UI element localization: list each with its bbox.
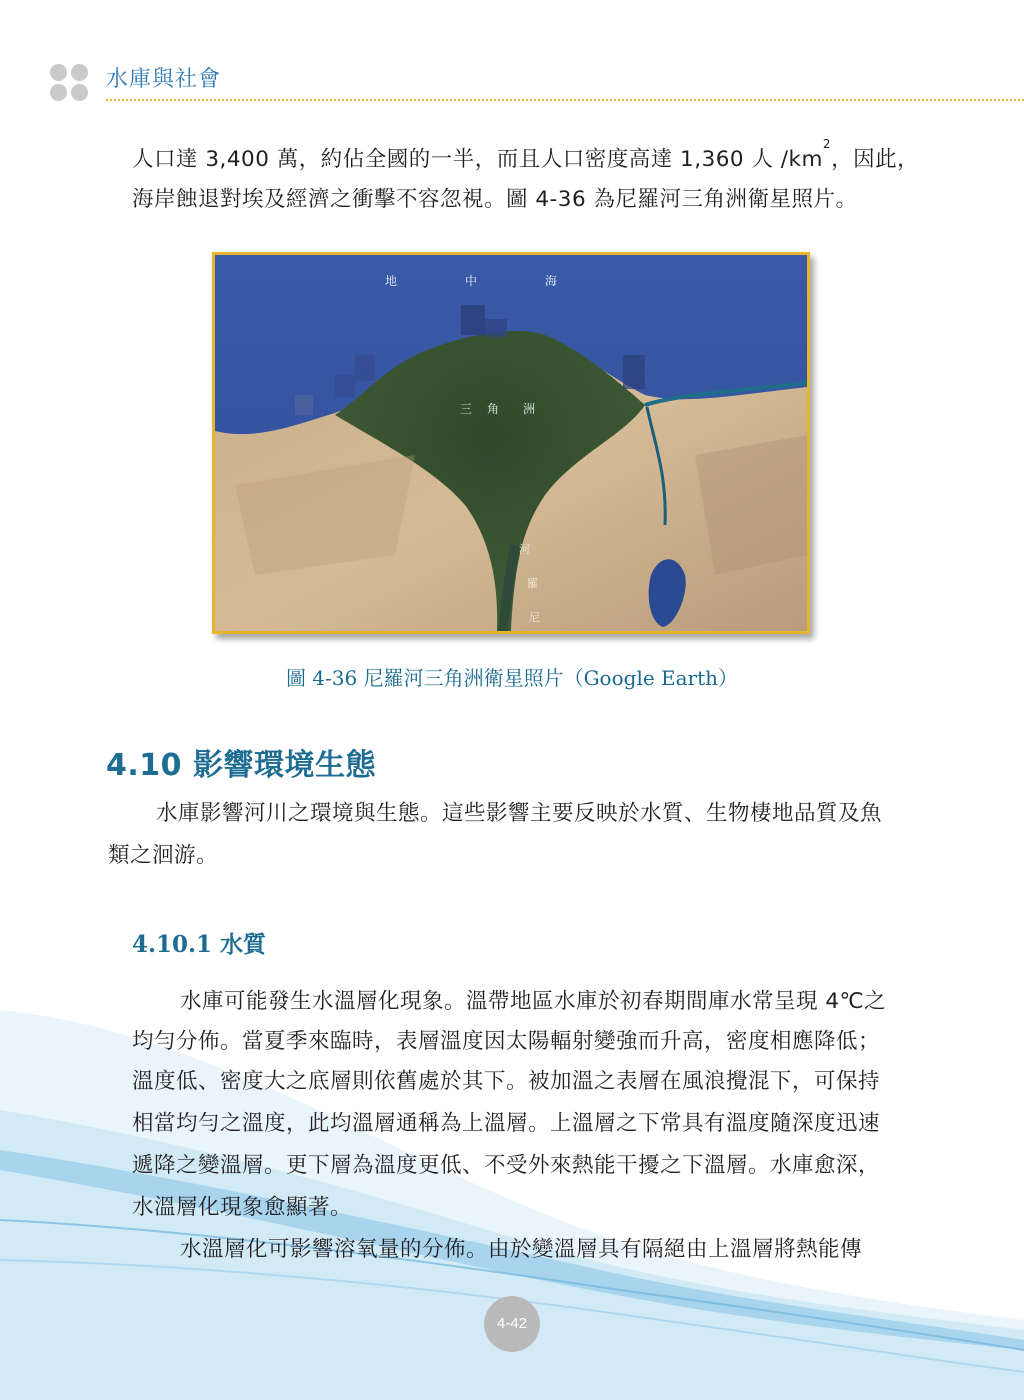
label-sea-3: 海 [545, 274, 558, 288]
page-number: 4-42 [484, 1296, 540, 1352]
intro-line-2: 海岸蝕退對埃及經濟之衝擊不容忽視。圖 4-36 為尼羅河三角洲衛星照片。 [132, 187, 858, 212]
nile-delta-satellite-photo [215, 255, 807, 631]
label-river-1: 河 [519, 543, 530, 556]
intro-line-1: 人口達 3,400 萬，約佔全國的一半，而且人口密度高達 1,360 人 $/km^2$，因此， [132, 137, 920, 172]
body-line-1: 水庫可能發生水溫層化現象。溫帶地區水庫於初春期間庫水常呈現 4℃之 [180, 989, 887, 1014]
figure-caption: 圖 4-36 尼羅河三角洲衛星照片（Google Earth） [285, 666, 739, 690]
label-delta-2: 角 [487, 402, 500, 416]
satellite-image [212, 252, 810, 634]
page-header [0, 0, 1024, 110]
section-heading: 4.10 影響環境生態 [106, 748, 376, 783]
running-title: 水庫與社會 [106, 67, 222, 92]
body-line-7: 水溫層化可影響溶氧量的分佈。由於變溫層具有隔絕由上溫層將熱能傳 [180, 1237, 863, 1262]
label-river-2: 羅 [527, 577, 538, 590]
section-para-line-1: 水庫影響河川之環境與生態。這些影響主要反映於水質、生物棲地品質及魚 [156, 801, 883, 826]
label-delta-3: 洲 [523, 402, 536, 416]
header-dots-icon [50, 64, 94, 102]
label-river-3: 尼 [529, 611, 540, 624]
label-sea-1: 地 [385, 274, 398, 288]
section-para-line-2: 類之洄游。 [108, 843, 219, 868]
body-line-3: 溫度低、密度大之底層則依舊處於其下。被加溫之表層在風浪攪混下，可保持 [132, 1069, 881, 1094]
label-sea-2: 中 [465, 274, 478, 288]
body-line-6: 水溫層化現象愈顯著。 [132, 1195, 353, 1220]
body-line-5: 遞降之變溫層。更下層為溫度更低、不受外來熱能干擾之下溫層。水庫愈深， [132, 1153, 881, 1178]
body-line-4: 相當均勻之溫度，此均溫層通稱為上溫層。上溫層之下常具有溫度隨深度迅速 [132, 1111, 881, 1136]
subsection-heading: 4.10.1 水質 [132, 931, 267, 958]
label-delta-1: 三 [460, 402, 473, 416]
header-divider [106, 99, 1024, 101]
body-line-2: 均勻分佈。當夏季來臨時，表層溫度因太陽輻射變強而升高，密度相應降低； [132, 1029, 881, 1054]
